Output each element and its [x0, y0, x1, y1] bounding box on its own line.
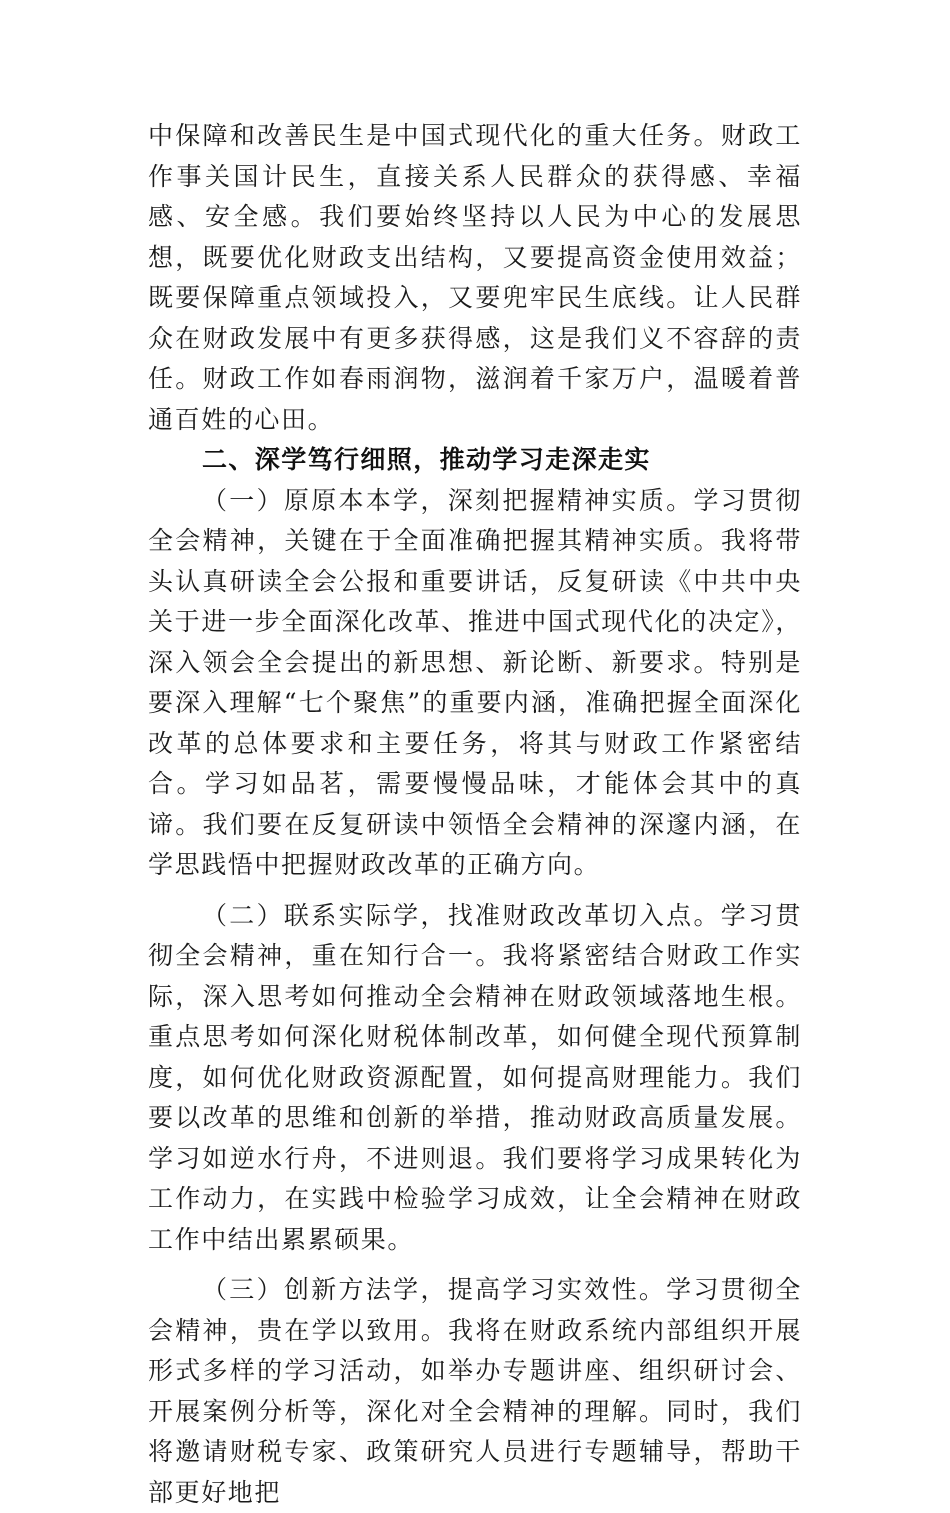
paragraph-section-2-item-2: （二）联系实际学，找准财政改革切入点。学习贯彻全会精神，重在知行合一。我将紧密结合财政工作实际，深入思考如何推动全会精神在财政领域落地生根。重点思考如何深化财税体制改革，如何健全现代预算制度，如何优化财政资源配置，如何提高财理能力。我们要以改革的思维和创新的举措，推动财政高质量发展。学习如逆水行舟，不进则退。我们要将学习成果转化为工作动力，在实践中检验学习成效，让全会精神在财政工作中结出累累硕果。	[148, 900, 802, 1254]
paragraph-section-2-item-1: （一）原原本本学，深刻把握精神实质。学习贯彻全会精神，关键在于全面准确把握其精神实质。我将带头认真研读全会公报和重要讲话，反复研读《中共中央关于进一步全面深化改革、推进中国式现代化的决定》，深入领会全会提出的新思想、新论断、新要求。特别是要深入理解“七个聚焦”的重要内涵，准确把握全面深化改革的总体要求和主要任务，将其与财政工作紧密结合。学习如品茗，需要慢慢品味，才能体会其中的真谛。我们要在反复研读中领悟全会精神的深邃内涵，在学思践悟中把握财政改革的正确方向。	[148, 485, 802, 879]
section-heading-2: 二、深学笃行细照，推动学习走深走实	[202, 445, 651, 474]
paragraph-section-2-item-3: （三）创新方法学，提高学习实效性。学习贯彻全会精神，贵在学以致用。我将在财政系统内部组织开展形式多样的学习活动，如举办专题讲座、组织研讨会、开展案例分析等，深化对全会精神的理解。同时，我们将邀请财税专家、政策研究人员进行专题辅导，帮助干部更好地把	[148, 1275, 802, 1507]
document-body	[148, 116, 802, 1513]
paragraph-people-livelihood: 中保障和改善民生是中国式现代化的重大任务。财政工作事关国计民生，直接关系人民群众的获得感、幸福感、安全感。我们要始终坚持以人民为中心的发展思想，既要优化财政支出结构，又要提高资金使用效益；既要保障重点领域投入，又要兜牢民生底线。让人民群众在财政发展中有更多获得感，这是我们义不容辞的责任。财政工作如春雨润物，滋润着千家万户，温暖着普通百姓的心田。	[148, 121, 802, 434]
